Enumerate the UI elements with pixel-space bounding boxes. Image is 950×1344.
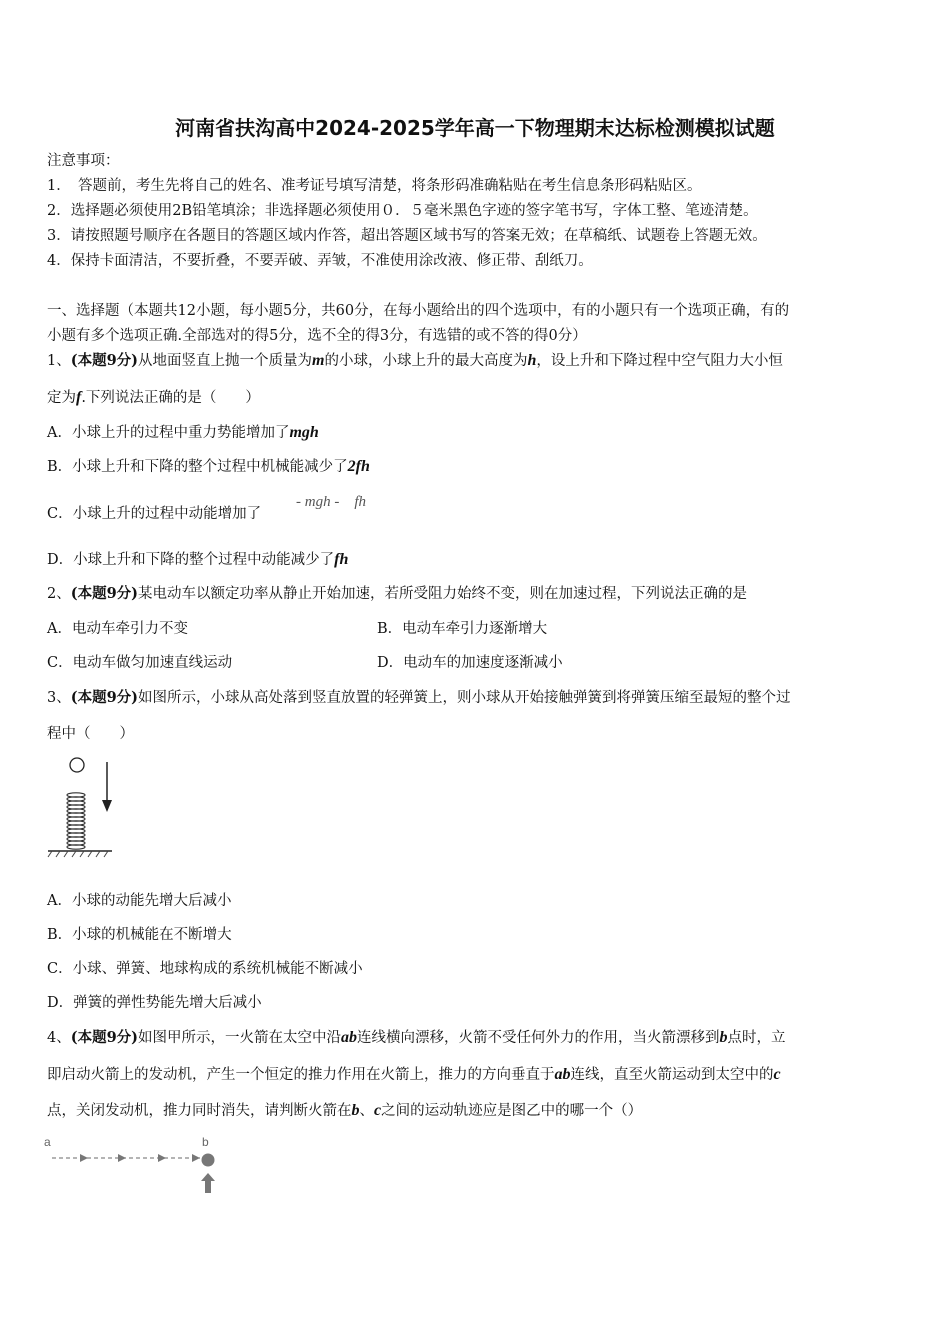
question-3-option-a: A．小球的动能先增大后减小 [47, 893, 232, 909]
stem-text: 如图甲所示，一火箭在太空中沿 [138, 1030, 342, 1046]
notice-item: 4．保持卡面清洁，不要折叠，不要弄破、弄皱，不准使用涂改液、修正带、刮纸刀。 [47, 253, 593, 269]
question-1-stem [47, 351, 783, 371]
question-2-option-c: C．电动车做匀加速直线运动 [47, 655, 233, 671]
question-3-stem [47, 688, 791, 708]
question-number: 3、 [47, 690, 71, 706]
question-3-option-d: D．弹簧的弹性势能先增大后减小 [47, 995, 262, 1011]
var-c: c [374, 1102, 382, 1119]
stem-text: 点时，立 [727, 1030, 786, 1046]
stem-text: .下列说法正确的是（ ） [81, 390, 260, 406]
stem-text: 之间的运动轨迹应是图乙中的哪一个（） [381, 1103, 643, 1119]
stem-text: 连线横向漂移，火箭不受任何外力的作用，当火箭漂移到 [357, 1030, 720, 1046]
ball [70, 758, 84, 772]
stem-text: 连线，直至火箭运动到太空中的 [570, 1067, 774, 1083]
question-2-option-b: B．电动车牵引力逐渐增大 [377, 621, 548, 637]
question-3-option-c: C．小球、弹簧、地球构成的系统机械能不断减小 [47, 961, 363, 977]
stem-text: 从地面竖直上抛一个质量为 [138, 353, 313, 369]
stem-text: 的小球，小球上升的最大高度为 [324, 353, 528, 369]
thrust-arrow-icon [201, 1173, 215, 1193]
down-arrow-icon [102, 800, 112, 812]
option-text: A．小球上升的过程中重力势能增加了 [47, 425, 290, 441]
question-tag: (本题9分) [70, 585, 139, 602]
question-2-option-a: A．电动车牵引力不变 [47, 621, 188, 637]
var-f: f [76, 389, 82, 406]
stem-text: 某电动车以额定功率从静止开始加速，若所受阻力始终不变，则在加速过程，下列说法正确的是 [138, 586, 748, 602]
stem-text: 、 [359, 1103, 374, 1119]
question-4-stem [47, 1028, 786, 1048]
arrow-right-icon [158, 1154, 166, 1162]
formula: 2fh [347, 458, 370, 475]
var-h: h [527, 352, 537, 369]
question-number: 4、 [47, 1030, 71, 1046]
question-1-stem-cont [47, 388, 260, 408]
question-tag: (本题9分) [70, 352, 139, 369]
question-number: 2、 [47, 586, 71, 602]
label-b: b [202, 1135, 209, 1149]
notice-item: 2．选择题必须使用2B铅笔填涂；非选择题必须使用０．５毫米黑色字迹的签字笔书写，字体工整、笔迹清楚。 [47, 203, 758, 219]
arrow-right-icon [118, 1154, 126, 1162]
var-ab: ab [341, 1029, 358, 1046]
question-1-option-b [47, 457, 370, 477]
spring-figure [44, 752, 120, 862]
formula: mgh [289, 424, 319, 441]
label-a: a [44, 1135, 51, 1149]
var-ab: ab [554, 1066, 571, 1083]
question-2-stem [47, 584, 747, 604]
page-title: 河南省扶沟高中2024-2025学年高一下物理期末达标检测模拟试题 [175, 116, 775, 140]
rocket-icon [202, 1154, 215, 1167]
section-heading-cont: 小题有多个选项正确.全部选对的得5分，选不全的得3分，有选错的或不答的得0分） [47, 328, 587, 344]
ground-hatch [48, 851, 108, 857]
question-tag: (本题9分) [70, 689, 139, 706]
formula: fh [334, 551, 349, 568]
option-text: D．小球上升和下降的整个过程中动能减少了 [47, 552, 335, 568]
question-4-stem-cont [47, 1101, 642, 1121]
question-2-option-d: D．电动车的加速度逐渐减小 [377, 655, 563, 671]
question-4-stem-cont [47, 1065, 781, 1085]
question-3-option-b: B．小球的机械能在不断增大 [47, 927, 232, 943]
question-number: 1、 [47, 353, 71, 369]
notice-item: 1． 答题前，考生先将自己的姓名、准考证号填写清楚，将条形码准确粘贴在考生信息条形码粘贴区。 [47, 178, 702, 194]
question-1-option-c: C．小球上升的过程中动能增加了 [47, 506, 262, 522]
var-c: c [773, 1066, 781, 1083]
section-heading: 一、选择题（本题共12小题，每小题5分，共60分，在每小题给出的四个选项中，有的小题只有一个选项正确，有的 [47, 303, 790, 319]
arrow-right-icon [80, 1154, 88, 1162]
question-tag: (本题9分) [70, 1029, 139, 1046]
notice-heading: 注意事项： [47, 153, 120, 169]
var-b: b [719, 1029, 728, 1046]
question-3-stem-cont: 程中（ ） [47, 726, 134, 742]
arrow-right-icon [192, 1154, 200, 1162]
option-c-formula: - mgh - fh [296, 494, 366, 510]
var-m: m [312, 352, 325, 369]
notice-item: 3．请按照题号顺序在各题目的答题区域内作答，超出答题区域书写的答案无效；在草稿纸、试题卷上答题无效。 [47, 228, 767, 244]
stem-text: 如图所示，小球从高处落到竖直放置的轻弹簧上，则小球从开始接触弹簧到将弹簧压缩至最短的整个过 [138, 690, 791, 706]
rocket-figure [40, 1132, 230, 1198]
stem-text: 定为 [47, 390, 76, 406]
stem-text: 即启动火箭上的发动机，产生一个恒定的推力作用在火箭上，推力的方向垂直于 [47, 1067, 555, 1083]
spring [67, 793, 85, 849]
var-b: b [351, 1102, 360, 1119]
stem-text: ，设上升和下降过程中空气阻力大小恒 [536, 353, 783, 369]
option-text: B．小球上升和下降的整个过程中机械能减少了 [47, 459, 348, 475]
question-1-option-d [47, 550, 348, 570]
stem-text: 点，关闭发动机，推力同时消失，请判断火箭在 [47, 1103, 352, 1119]
question-1-option-a [47, 423, 319, 443]
